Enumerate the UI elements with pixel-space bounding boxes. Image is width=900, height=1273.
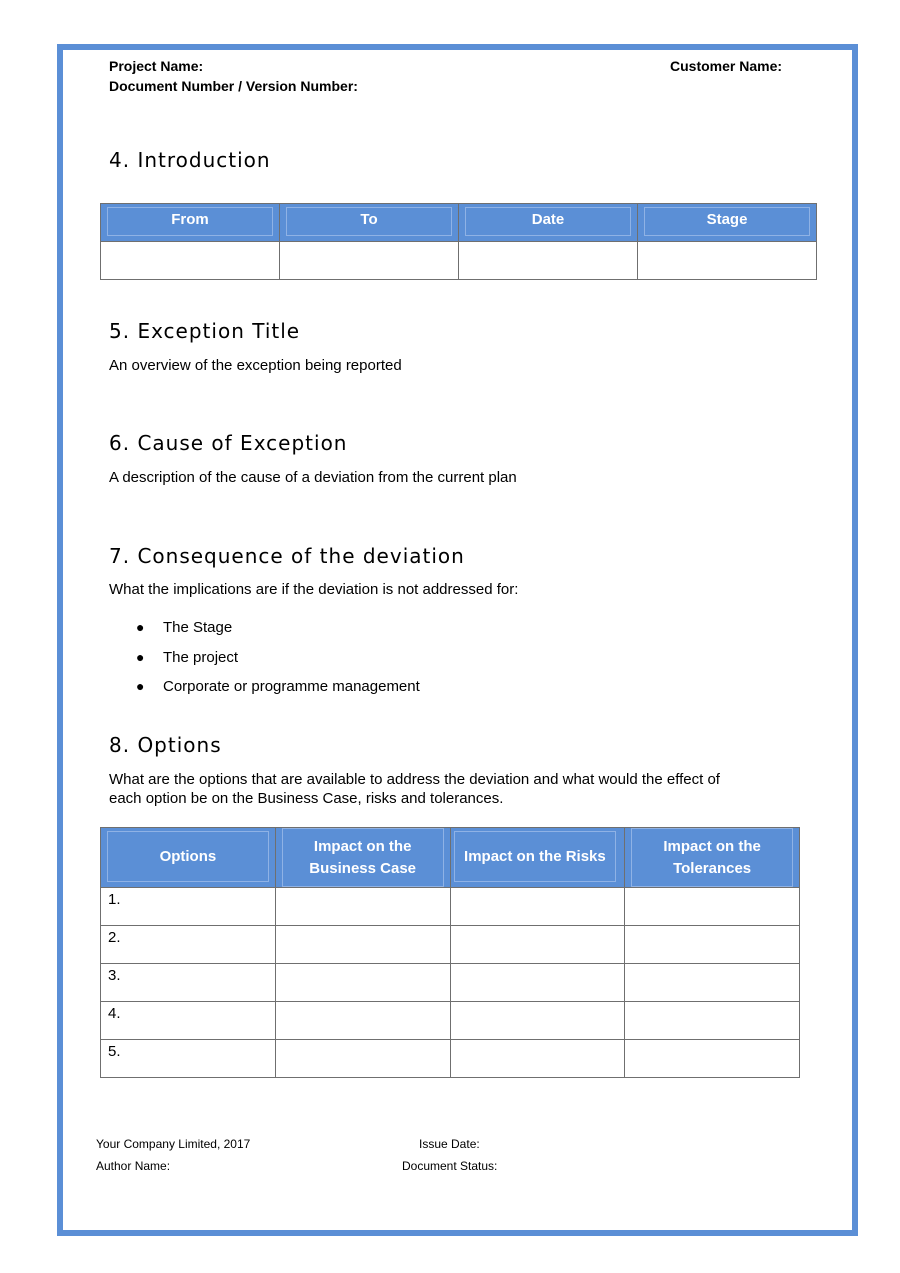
- business-case-cell[interactable]: [275, 1002, 450, 1040]
- options-table-header: [101, 828, 800, 888]
- table-row: [101, 1002, 800, 1040]
- footer-author: Author Name:: [96, 1159, 171, 1173]
- table-row: [101, 964, 800, 1002]
- options-col-business-case-line2: Business Case: [309, 859, 417, 877]
- bullet-icon: ●: [136, 648, 145, 665]
- options-col-tolerances-line1: Impact on the: [663, 837, 761, 855]
- introduction-col-from-label: From: [171, 211, 209, 228]
- risks-cell[interactable]: [450, 1040, 625, 1078]
- options-col-tolerances: [625, 828, 800, 888]
- option-number-cell[interactable]: 5.: [101, 1040, 276, 1078]
- footer-company: Your Company Limited, 2017: [96, 1137, 251, 1151]
- tolerances-cell[interactable]: [625, 964, 800, 1002]
- options-col-risks: [450, 828, 625, 888]
- tolerances-cell[interactable]: [625, 1040, 800, 1078]
- options-col-options-label: Options: [159, 847, 217, 865]
- introduction-cell-stage[interactable]: [638, 242, 817, 280]
- options-col-options: [101, 828, 276, 888]
- options-heading: 8. Options: [109, 733, 222, 757]
- introduction-col-stage-label: Stage: [706, 211, 748, 228]
- tolerances-cell[interactable]: [625, 926, 800, 964]
- options-col-business-case: [275, 828, 450, 888]
- table-row: [101, 1040, 800, 1078]
- tolerances-cell[interactable]: [625, 888, 800, 926]
- option-number-cell[interactable]: 3.: [101, 964, 276, 1002]
- business-case-cell[interactable]: [275, 1040, 450, 1078]
- introduction-table-row: [101, 242, 817, 280]
- list-item-label: Corporate or programme management: [163, 678, 420, 695]
- option-number-cell[interactable]: 2.: [101, 926, 276, 964]
- footer-issue-date: Issue Date:: [419, 1137, 480, 1151]
- exception-title-heading: 5. Exception Title: [109, 319, 301, 343]
- options-text-line1: What are the options that are available to address the deviation and what would the effect of: [109, 771, 720, 788]
- introduction-col-date: [459, 204, 638, 242]
- risks-cell[interactable]: [450, 964, 625, 1002]
- list-item: [136, 619, 420, 649]
- introduction-col-date-label: Date: [531, 211, 565, 228]
- list-item: [136, 649, 420, 679]
- business-case-cell[interactable]: [275, 964, 450, 1002]
- business-case-cell[interactable]: [275, 926, 450, 964]
- introduction-col-stage: [638, 204, 817, 242]
- table-row: [101, 888, 800, 926]
- cause-text: A description of the cause of a deviation from the current plan: [109, 469, 517, 486]
- risks-cell[interactable]: [450, 926, 625, 964]
- project-name-label: Project Name:: [109, 58, 204, 74]
- risks-cell[interactable]: [450, 1002, 625, 1040]
- options-col-business-case-line1: Impact on the: [313, 837, 412, 855]
- table-row: [101, 926, 800, 964]
- consequence-heading: 7. Consequence of the deviation: [109, 544, 465, 568]
- bullet-icon: ●: [136, 678, 145, 694]
- options-col-risks-label: Impact on the Risks: [464, 847, 606, 865]
- customer-name-label: Customer Name:: [670, 58, 783, 74]
- introduction-table: [100, 203, 817, 280]
- options-text-line2: each option be on the Business Case, risks and tolerances.: [109, 790, 504, 807]
- option-number-cell[interactable]: 1.: [101, 888, 276, 926]
- introduction-col-from: [101, 204, 280, 242]
- list-item: [136, 678, 420, 708]
- cause-heading: 6. Cause of Exception: [109, 431, 348, 455]
- tolerances-cell[interactable]: [625, 1002, 800, 1040]
- list-item-label: The Stage: [163, 619, 233, 636]
- option-number-cell[interactable]: 4.: [101, 1002, 276, 1040]
- introduction-heading: 4. Introduction: [109, 148, 271, 172]
- consequence-bullet-list: [136, 619, 420, 708]
- business-case-cell[interactable]: [275, 888, 450, 926]
- bullet-icon: ●: [136, 619, 145, 635]
- exception-title-text: An overview of the exception being reported: [109, 357, 402, 374]
- options-col-tolerances-line2: Tolerances: [673, 859, 752, 877]
- introduction-cell-date[interactable]: [459, 242, 638, 280]
- introduction-cell-from[interactable]: [101, 242, 280, 280]
- list-item-label: The project: [163, 648, 239, 666]
- introduction-cell-to[interactable]: [280, 242, 459, 280]
- footer-document-status: Document Status:: [402, 1159, 498, 1173]
- document-number-label: Document Number / Version Number:: [109, 78, 358, 94]
- risks-cell[interactable]: [450, 888, 625, 926]
- consequence-text: What the implications are if the deviation is not addressed for:: [109, 581, 519, 598]
- introduction-table-header: [101, 204, 817, 242]
- introduction-col-to: [280, 204, 459, 242]
- options-table: [100, 827, 800, 1078]
- introduction-col-to-label: To: [360, 211, 378, 228]
